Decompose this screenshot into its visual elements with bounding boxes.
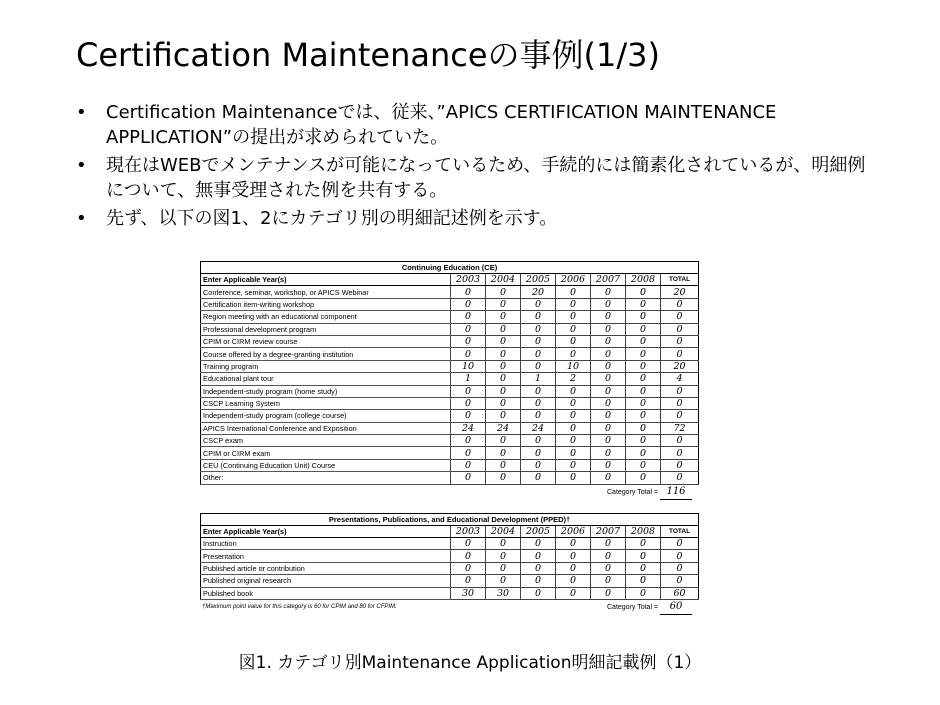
value-cell: 0 <box>486 298 521 310</box>
value-cell: 0 <box>486 447 521 459</box>
value-cell: 30 <box>451 587 486 599</box>
value-cell: 0 <box>556 335 591 347</box>
value-cell: 0 <box>556 298 591 310</box>
bullet-dot: • <box>76 208 87 229</box>
value-cell: 0 <box>451 298 486 310</box>
row-total: 4 <box>661 373 699 385</box>
row-label: CEU (Continuing Education Unit) Course <box>201 459 451 471</box>
table-row <box>201 550 699 562</box>
value-cell: 30 <box>486 587 521 599</box>
value-cell: 0 <box>626 459 661 471</box>
year-cell: 2006 <box>556 274 591 286</box>
row-label: Certification item-writing workshop <box>201 298 451 310</box>
figure-caption: 図1. カテゴリ別Maintenance Application明細記載例（1） <box>238 653 702 673</box>
bullet-text: Certification Maintenanceでは、従来、”APICS CERTIFICATION MAINTENANCE APPLICATION”の提出が求められていた。 <box>106 102 777 148</box>
value-cell: 0 <box>556 385 591 397</box>
table-row <box>201 575 699 587</box>
bullet-list <box>76 100 866 234</box>
year-cell: 2008 <box>626 274 661 286</box>
table-row <box>201 360 699 372</box>
value-cell: 0 <box>486 323 521 335</box>
value-cell: 1 <box>521 373 556 385</box>
value-cell: 1 <box>451 373 486 385</box>
row-total: 0 <box>661 335 699 347</box>
value-cell: 0 <box>591 562 626 574</box>
value-cell: 0 <box>626 472 661 484</box>
row-label: Region meeting with an educational component <box>201 311 451 323</box>
value-cell: 0 <box>556 550 591 562</box>
value-cell: 0 <box>626 397 661 409</box>
value-cell: 0 <box>521 472 556 484</box>
slide-title: Certification Maintenanceの事例(1/3) <box>76 36 661 74</box>
ce-table <box>200 261 699 485</box>
value-cell: 0 <box>486 360 521 372</box>
ce-section <box>200 261 698 499</box>
table-caption: Presentations, Publications, and Educational Development (PPED)† <box>201 513 699 525</box>
value-cell: 0 <box>451 397 486 409</box>
value-cell: 0 <box>451 335 486 347</box>
row-total: 0 <box>661 385 699 397</box>
table-row <box>201 286 699 298</box>
category-total-line <box>200 485 698 499</box>
value-cell: 0 <box>626 348 661 360</box>
row-label: Professional development program <box>201 323 451 335</box>
value-cell: 0 <box>556 323 591 335</box>
value-cell: 0 <box>556 435 591 447</box>
value-cell: 0 <box>626 298 661 310</box>
value-cell: 0 <box>591 575 626 587</box>
value-cell: 0 <box>521 410 556 422</box>
row-total: 0 <box>661 447 699 459</box>
value-cell: 0 <box>521 587 556 599</box>
category-total-label: Category Total = <box>607 603 659 611</box>
row-total: 0 <box>661 575 699 587</box>
value-cell: 0 <box>626 550 661 562</box>
value-cell: 0 <box>486 286 521 298</box>
value-cell: 0 <box>591 587 626 599</box>
value-cell: 0 <box>556 422 591 434</box>
value-cell: 0 <box>486 397 521 409</box>
table-row <box>201 472 699 484</box>
value-cell: 0 <box>521 335 556 347</box>
row-total: 0 <box>661 311 699 323</box>
value-cell: 0 <box>626 562 661 574</box>
row-label: Independent-study program (home study) <box>201 385 451 397</box>
value-cell: 24 <box>486 422 521 434</box>
year-cell: 2006 <box>556 525 591 537</box>
year-cell: 2007 <box>591 525 626 537</box>
table-row <box>201 447 699 459</box>
row-label: APICS International Conference and Exposition <box>201 422 451 434</box>
table-row <box>201 397 699 409</box>
table-row <box>201 459 699 471</box>
value-cell: 0 <box>451 311 486 323</box>
pped-table <box>200 513 699 600</box>
value-cell: 0 <box>486 459 521 471</box>
year-cell: 2005 <box>521 525 556 537</box>
year-cell: 2003 <box>451 525 486 537</box>
value-cell: 0 <box>626 311 661 323</box>
value-cell: 0 <box>591 397 626 409</box>
value-cell: 0 <box>591 311 626 323</box>
value-cell: 0 <box>451 459 486 471</box>
bullet-text: 先ず、以下の図1、2にカテゴリ別の明細記述例を示す。 <box>106 208 558 229</box>
value-cell: 0 <box>486 472 521 484</box>
pped-section <box>200 513 698 614</box>
row-total: 0 <box>661 410 699 422</box>
value-cell: 0 <box>521 459 556 471</box>
value-cell: 0 <box>451 435 486 447</box>
value-cell: 0 <box>451 410 486 422</box>
table-row <box>201 311 699 323</box>
row-total: 20 <box>661 360 699 372</box>
value-cell: 0 <box>626 286 661 298</box>
year-cell: 2004 <box>486 274 521 286</box>
table-row <box>201 435 699 447</box>
row-label: Conference, seminar, workshop, or APICS Webinar <box>201 286 451 298</box>
value-cell: 0 <box>521 397 556 409</box>
value-cell: 0 <box>486 335 521 347</box>
value-cell: 0 <box>486 348 521 360</box>
value-cell: 0 <box>591 435 626 447</box>
value-cell: 0 <box>626 447 661 459</box>
row-label: Published book <box>201 587 451 599</box>
value-cell: 0 <box>521 562 556 574</box>
value-cell: 0 <box>521 435 556 447</box>
value-cell: 0 <box>626 410 661 422</box>
value-cell: 0 <box>591 385 626 397</box>
category-total-label: Category Total = <box>607 488 659 496</box>
value-cell: 24 <box>521 422 556 434</box>
row-total: 0 <box>661 550 699 562</box>
total-header: TOTAL <box>661 274 699 286</box>
value-cell: 0 <box>451 550 486 562</box>
value-cell: 0 <box>591 348 626 360</box>
value-cell: 0 <box>556 447 591 459</box>
value-cell: 0 <box>556 472 591 484</box>
value-cell: 0 <box>591 286 626 298</box>
value-cell: 0 <box>486 575 521 587</box>
value-cell: 0 <box>556 311 591 323</box>
bullet-text: 現在はWEBでメンテナンスが可能になっているため、手続的には簡素化されているが、明細例について、無事受理された例を共有する。 <box>106 155 866 201</box>
row-total: 0 <box>661 562 699 574</box>
row-total: 72 <box>661 422 699 434</box>
scanned-application-form <box>200 261 698 614</box>
row-label: CPIM or CIRM review course <box>201 335 451 347</box>
header-label: Enter Applicable Year(s) <box>201 525 451 537</box>
row-label: Other: <box>201 472 451 484</box>
category-total-value: 60 <box>660 600 692 615</box>
value-cell: 0 <box>521 575 556 587</box>
row-total: 0 <box>661 538 699 550</box>
value-cell: 0 <box>556 587 591 599</box>
value-cell: 0 <box>591 550 626 562</box>
value-cell: 0 <box>556 397 591 409</box>
value-cell: 0 <box>486 562 521 574</box>
value-cell: 0 <box>451 286 486 298</box>
year-cell: 2007 <box>591 274 626 286</box>
table-row <box>201 587 699 599</box>
value-cell: 0 <box>591 472 626 484</box>
row-total: 0 <box>661 472 699 484</box>
table-row <box>201 538 699 550</box>
row-label: Published original research <box>201 575 451 587</box>
value-cell: 0 <box>591 335 626 347</box>
row-label: Training program <box>201 360 451 372</box>
value-cell: 24 <box>451 422 486 434</box>
table-header-row <box>201 525 699 537</box>
value-cell: 0 <box>451 562 486 574</box>
value-cell: 0 <box>521 385 556 397</box>
value-cell: 0 <box>451 323 486 335</box>
value-cell: 0 <box>626 587 661 599</box>
value-cell: 10 <box>451 360 486 372</box>
table-row <box>201 385 699 397</box>
row-label: Presentation <box>201 550 451 562</box>
value-cell: 0 <box>626 373 661 385</box>
value-cell: 0 <box>626 323 661 335</box>
table-row <box>201 335 699 347</box>
value-cell: 0 <box>521 550 556 562</box>
value-cell: 0 <box>626 575 661 587</box>
value-cell: 0 <box>486 538 521 550</box>
value-cell: 0 <box>591 538 626 550</box>
value-cell: 0 <box>556 348 591 360</box>
row-label: Course offered by a degree-granting institution <box>201 348 451 360</box>
value-cell: 0 <box>486 550 521 562</box>
table-row <box>201 323 699 335</box>
value-cell: 0 <box>521 447 556 459</box>
table-caption-row <box>201 262 699 274</box>
value-cell: 0 <box>451 385 486 397</box>
value-cell: 20 <box>521 286 556 298</box>
value-cell: 0 <box>486 435 521 447</box>
value-cell: 0 <box>591 298 626 310</box>
value-cell: 0 <box>521 311 556 323</box>
row-total: 0 <box>661 298 699 310</box>
row-label: Independent-study program (college course) <box>201 410 451 422</box>
year-cell: 2008 <box>626 525 661 537</box>
value-cell: 0 <box>521 538 556 550</box>
value-cell: 0 <box>591 360 626 372</box>
category-total-value: 116 <box>660 485 692 500</box>
table-footnote: †Maximum point value for this category is 60 for CPIM and 80 for CFPIM. <box>202 603 397 610</box>
value-cell: 0 <box>521 323 556 335</box>
value-cell: 0 <box>486 385 521 397</box>
year-cell: 2003 <box>451 274 486 286</box>
header-label: Enter Applicable Year(s) <box>201 274 451 286</box>
table-caption-row <box>201 513 699 525</box>
bullet-item <box>76 100 866 150</box>
bullet-dot: • <box>76 155 87 176</box>
value-cell: 0 <box>486 373 521 385</box>
value-cell: 0 <box>591 410 626 422</box>
row-total: 0 <box>661 348 699 360</box>
value-cell: 0 <box>591 323 626 335</box>
value-cell: 0 <box>451 348 486 360</box>
value-cell: 2 <box>556 373 591 385</box>
row-label: CPIM or CIRM exam <box>201 447 451 459</box>
value-cell: 0 <box>521 298 556 310</box>
table-caption: Continuing Education (CE) <box>201 262 699 274</box>
value-cell: 0 <box>556 575 591 587</box>
table-row <box>201 562 699 574</box>
table-header-row <box>201 274 699 286</box>
value-cell: 0 <box>591 422 626 434</box>
value-cell: 0 <box>626 335 661 347</box>
year-cell: 2004 <box>486 525 521 537</box>
value-cell: 0 <box>451 447 486 459</box>
table-row <box>201 422 699 434</box>
bullet-item <box>76 153 866 203</box>
table-row <box>201 373 699 385</box>
value-cell: 0 <box>591 459 626 471</box>
total-header: TOTAL <box>661 525 699 537</box>
row-total: 0 <box>661 459 699 471</box>
value-cell: 0 <box>556 538 591 550</box>
value-cell: 0 <box>591 373 626 385</box>
value-cell: 0 <box>486 410 521 422</box>
value-cell: 0 <box>451 472 486 484</box>
value-cell: 0 <box>626 360 661 372</box>
row-label: Educational plant tour <box>201 373 451 385</box>
bullet-dot: • <box>76 102 87 123</box>
value-cell: 0 <box>556 410 591 422</box>
value-cell: 0 <box>626 385 661 397</box>
table-row <box>201 410 699 422</box>
value-cell: 0 <box>521 360 556 372</box>
value-cell: 0 <box>626 422 661 434</box>
value-cell: 0 <box>556 286 591 298</box>
value-cell: 0 <box>486 311 521 323</box>
category-total-line <box>200 600 698 614</box>
year-cell: 2005 <box>521 274 556 286</box>
value-cell: 0 <box>591 447 626 459</box>
value-cell: 0 <box>521 348 556 360</box>
bullet-item <box>76 206 866 231</box>
row-total: 0 <box>661 397 699 409</box>
row-total: 0 <box>661 323 699 335</box>
table-row <box>201 298 699 310</box>
table-row <box>201 348 699 360</box>
row-label: CSCP exam <box>201 435 451 447</box>
value-cell: 0 <box>451 575 486 587</box>
row-total: 0 <box>661 435 699 447</box>
value-cell: 0 <box>626 435 661 447</box>
row-total: 20 <box>661 286 699 298</box>
value-cell: 0 <box>556 562 591 574</box>
row-label: CSCP Learning System <box>201 397 451 409</box>
row-total: 60 <box>661 587 699 599</box>
value-cell: 0 <box>451 538 486 550</box>
value-cell: 0 <box>626 538 661 550</box>
value-cell: 0 <box>556 459 591 471</box>
row-label: Instruction <box>201 538 451 550</box>
row-label: Published article or contribution <box>201 562 451 574</box>
value-cell: 10 <box>556 360 591 372</box>
